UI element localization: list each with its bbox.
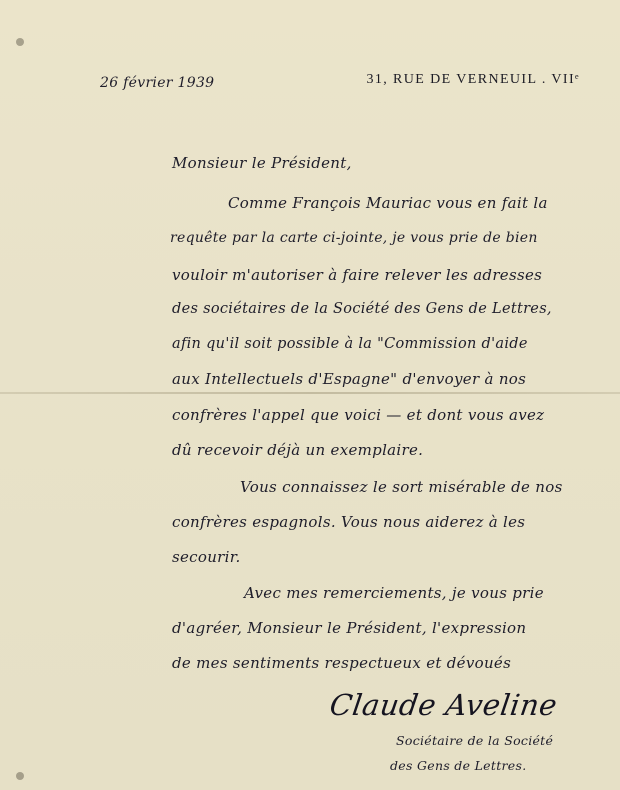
signature: Claude Aveline bbox=[327, 688, 560, 722]
body-line: confrères l'appel que voici — et dont vous avez bbox=[172, 406, 545, 424]
body-line: Comme François Mauriac vous en fait la bbox=[228, 194, 548, 212]
signatory-title: des Gens de Lettres. bbox=[390, 758, 527, 773]
salutation: Monsieur le Président, bbox=[172, 154, 352, 172]
body-line: requête par la carte ci-jointe, je vous prie de bien bbox=[170, 230, 538, 246]
letterhead-address: 31, RUE DE VERNEUIL . VIIᵉ bbox=[366, 72, 580, 87]
letter-date: 26 février 1939 bbox=[100, 75, 215, 91]
body-line: Avec mes remerciements, je vous prie bbox=[244, 584, 544, 602]
body-line: afin qu'il soit possible à la "Commission d'aide bbox=[172, 336, 528, 352]
punch-hole-bottom bbox=[16, 772, 24, 780]
body-line: d'agréer, Monsieur le Président, l'expression bbox=[172, 619, 527, 637]
body-line: confrères espagnols. Vous nous aiderez à les bbox=[172, 513, 526, 531]
punch-hole-top bbox=[16, 38, 24, 46]
body-line: Vous connaissez le sort misérable de nos bbox=[240, 478, 563, 496]
body-line: de mes sentiments respectueux et dévoués bbox=[172, 654, 512, 672]
signatory-title: Sociétaire de la Société bbox=[396, 733, 554, 748]
body-line: secourir. bbox=[172, 548, 241, 566]
fold-crease bbox=[0, 392, 620, 394]
body-line: dû recevoir déjà un exemplaire. bbox=[172, 441, 424, 459]
body-line: aux Intellectuels d'Espagne" d'envoyer à nos bbox=[172, 370, 527, 388]
body-line: des sociétaires de la Société des Gens de Lettres, bbox=[172, 301, 552, 317]
body-line: vouloir m'autoriser à faire relever les adresses bbox=[172, 266, 543, 284]
